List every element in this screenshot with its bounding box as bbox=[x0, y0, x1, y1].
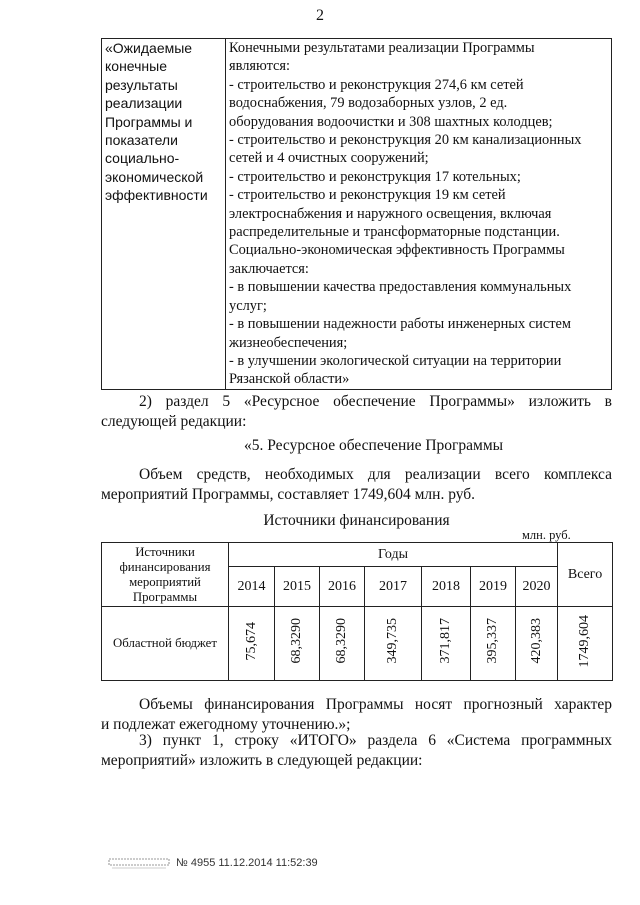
label-line: конечные bbox=[105, 58, 167, 75]
year-header-2020: 2020 bbox=[516, 567, 558, 607]
label-line: экономической bbox=[105, 168, 204, 185]
content-line: - строительство и реконструкция 17 котельных; bbox=[229, 168, 521, 185]
forecast-paragraph-line2: и подлежат ежегодному уточнению.»; bbox=[101, 716, 351, 733]
document-footer bbox=[108, 856, 318, 870]
volume-paragraph-line2: мероприятий Программы, составляет 1749,604 млн. руб. bbox=[101, 486, 476, 503]
value-cell-2014 bbox=[229, 607, 275, 681]
value-cell-2017 bbox=[365, 607, 422, 681]
volume-paragraph-line1: Объем средств, необходимых для реализации всего комплекса bbox=[139, 466, 612, 483]
content-line: Конечными результатами реализации Программы bbox=[229, 40, 535, 56]
content-line: услуг; bbox=[229, 297, 267, 314]
content-line: заключается: bbox=[229, 260, 309, 277]
section5-heading: «5. Ресурсное обеспечение Программы bbox=[244, 437, 504, 454]
label-line: социально- bbox=[105, 150, 180, 167]
content-line: Рязанской области» bbox=[229, 371, 350, 388]
item3-paragraph-line1: 3) пункт 1, строку «ИТОГО» раздела 6 «Система программных bbox=[139, 732, 612, 749]
content-line: жизнеобеспечения; bbox=[229, 334, 348, 351]
value-2019: 395,337 bbox=[485, 618, 500, 664]
content-line: - строительство и реконструкция 20 км канализационных bbox=[229, 132, 582, 149]
content-line: водоснабжения, 79 водозаборных узлов, 2 ед. bbox=[229, 95, 508, 112]
financing-title: Источники финансирования bbox=[263, 512, 450, 529]
year-header-2014: 2014 bbox=[229, 567, 275, 607]
value-2020: 420,383 bbox=[528, 618, 544, 664]
label-line: результаты bbox=[105, 76, 178, 93]
value-cell-2015 bbox=[275, 607, 320, 681]
content-line: - в повышении надежности работы инженерных систем bbox=[229, 316, 571, 333]
source-cell: Областной бюджет bbox=[102, 607, 229, 681]
content-line: - в повышении качества предоставления коммунальных bbox=[229, 279, 572, 296]
sources-header-cell bbox=[102, 543, 229, 607]
total-cell bbox=[558, 607, 613, 681]
value-cell-2019 bbox=[471, 607, 516, 681]
content-line: - строительство и реконструкция 274,6 км сетей bbox=[229, 76, 524, 93]
total-value: 1749,604 bbox=[577, 614, 593, 668]
year-header-2019: 2019 bbox=[471, 567, 516, 607]
content-line: сетей и 4 очистных сооружений; bbox=[229, 150, 429, 167]
registration-stamp-icon bbox=[108, 856, 170, 870]
expected-results-table bbox=[101, 38, 612, 390]
content-line: Социально-экономическая эффективность Программы bbox=[229, 242, 565, 259]
sources-header-line: финансирования bbox=[119, 559, 211, 574]
value-2014: 75,674 bbox=[243, 621, 259, 661]
item3-paragraph-line2: мероприятий» изложить в следующей редакции: bbox=[101, 752, 423, 769]
section5-paragraph-line2: следующей редакции: bbox=[101, 413, 247, 430]
section5-paragraph-line1: 2) раздел 5 «Ресурсное обеспечение Программы» изложить в bbox=[139, 393, 612, 410]
value-cell-2016 bbox=[320, 607, 365, 681]
content-line: являются: bbox=[229, 58, 291, 75]
value-2016: 68,3290 bbox=[334, 618, 349, 664]
label-line: показатели bbox=[105, 132, 178, 149]
label-line: «Ожидаемые bbox=[105, 40, 193, 56]
content-line: оборудования водоочистки и 308 шахтных колодцев; bbox=[229, 113, 553, 130]
sources-header-line: мероприятий bbox=[129, 574, 201, 589]
expected-results-content bbox=[226, 39, 612, 390]
sources-header-line: Программы bbox=[132, 589, 198, 604]
label-line: Программы и bbox=[105, 113, 193, 130]
year-header-2016: 2016 bbox=[320, 567, 365, 607]
label-line: реализации bbox=[105, 95, 183, 112]
content-line: - в улучшении экологической ситуации на территории bbox=[229, 352, 562, 369]
year-header-2015: 2015 bbox=[275, 567, 320, 607]
label-line: эффективности bbox=[105, 187, 208, 204]
value-2017: 349,735 bbox=[385, 618, 400, 664]
financing-table bbox=[101, 542, 613, 681]
content-line: электроснабжения и наружного освещения, включая bbox=[229, 205, 552, 222]
table-row bbox=[102, 607, 613, 681]
year-header-2017: 2017 bbox=[365, 567, 422, 607]
content-line: распределительные и трансформаторные подстанции. bbox=[229, 224, 560, 241]
registration-number: № 4955 11.12.2014 11:52:39 bbox=[176, 856, 318, 869]
units-label: млн. руб. bbox=[522, 528, 571, 542]
sources-header-line: Источники bbox=[135, 544, 195, 559]
value-2015: 68,3290 bbox=[289, 618, 304, 664]
value-cell-2020 bbox=[516, 607, 558, 681]
value-2018: 371,817 bbox=[438, 618, 453, 664]
page-number: 2 bbox=[316, 7, 324, 24]
year-header-2018: 2018 bbox=[422, 567, 471, 607]
content-line: - строительство и реконструкция 19 км сетей bbox=[229, 187, 506, 204]
expected-results-label bbox=[102, 39, 226, 390]
total-header-cell: Всего bbox=[558, 543, 613, 607]
forecast-paragraph-line1: Объемы финансирования Программы носят прогнозный характер bbox=[139, 696, 612, 713]
years-header-cell: Годы bbox=[229, 543, 558, 567]
value-cell-2018 bbox=[422, 607, 471, 681]
